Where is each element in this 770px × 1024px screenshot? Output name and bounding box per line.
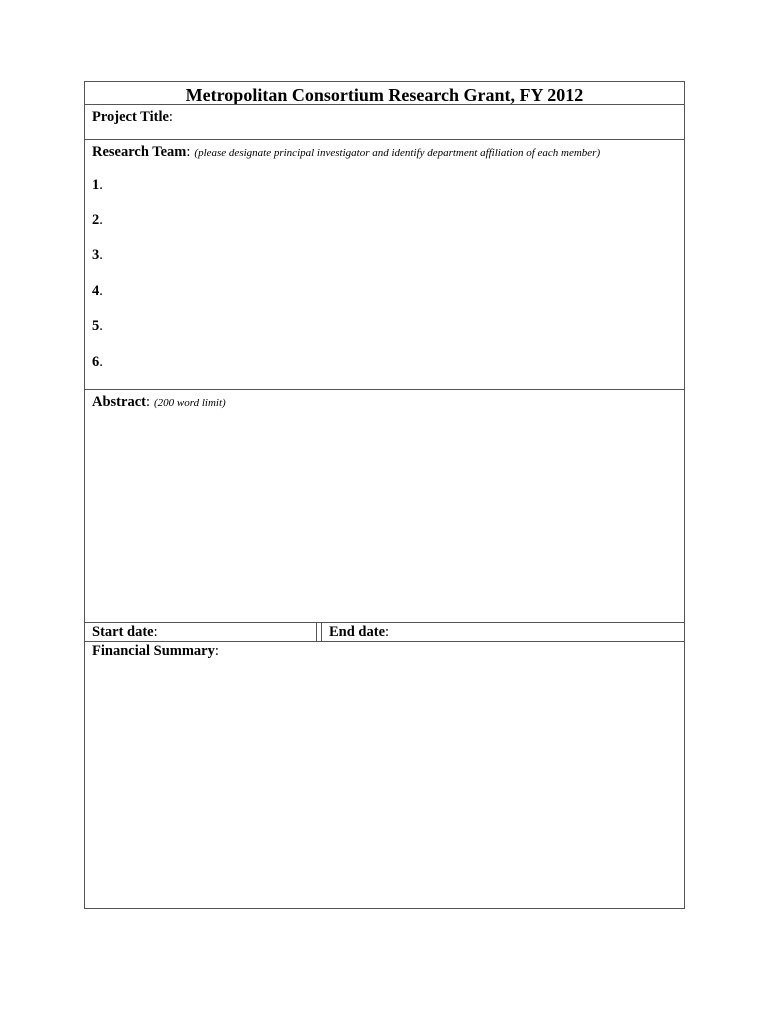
financial-summary-line bbox=[92, 642, 219, 660]
team-member-5[interactable] bbox=[92, 318, 103, 335]
member-dot: . bbox=[99, 247, 103, 263]
abstract-line bbox=[92, 393, 226, 411]
abstract-field[interactable] bbox=[85, 390, 684, 623]
member-number: 6 bbox=[92, 354, 100, 370]
team-member-4[interactable] bbox=[92, 283, 103, 300]
team-member-3[interactable] bbox=[92, 247, 103, 264]
form-title: Metropolitan Consortium Research Grant, FY 2012 bbox=[185, 85, 584, 105]
project-title-label: Project Title bbox=[92, 109, 169, 125]
member-number: 2 bbox=[92, 212, 100, 228]
project-title-field[interactable] bbox=[85, 104, 684, 140]
member-dot: . bbox=[99, 318, 103, 334]
research-team-label: Research Team bbox=[92, 144, 187, 160]
team-member-1[interactable] bbox=[92, 177, 103, 194]
end-date-field[interactable] bbox=[321, 623, 684, 641]
abstract-colon: : bbox=[145, 394, 150, 410]
financial-summary-colon: : bbox=[214, 643, 219, 659]
start-date-label: Start date bbox=[92, 624, 154, 640]
start-date-field[interactable] bbox=[85, 623, 317, 641]
team-member-6[interactable] bbox=[92, 354, 103, 371]
research-team-note: (please designate principal investigator and identify department affiliation of each member) bbox=[194, 147, 601, 159]
project-title-colon: : bbox=[168, 109, 173, 125]
member-dot: . bbox=[99, 177, 103, 193]
member-dot: . bbox=[99, 212, 103, 228]
abstract-note: (200 word limit) bbox=[154, 397, 226, 409]
financial-summary-field[interactable] bbox=[85, 642, 684, 908]
abstract-label: Abstract bbox=[92, 394, 146, 410]
member-number: 1 bbox=[92, 177, 100, 193]
member-number: 4 bbox=[92, 283, 100, 299]
member-number: 5 bbox=[92, 318, 100, 334]
end-date-label: End date bbox=[329, 624, 386, 640]
research-team-colon: : bbox=[186, 144, 191, 160]
member-dot: . bbox=[99, 283, 103, 299]
grant-form bbox=[84, 81, 685, 909]
title-row bbox=[85, 82, 684, 104]
member-dot: . bbox=[99, 354, 103, 370]
financial-summary-label: Financial Summary bbox=[92, 643, 215, 659]
project-title-line bbox=[92, 108, 173, 126]
research-team-line bbox=[92, 143, 600, 161]
start-date-colon: : bbox=[153, 624, 158, 640]
end-date-colon: : bbox=[385, 624, 390, 640]
member-number: 3 bbox=[92, 247, 100, 263]
team-member-2[interactable] bbox=[92, 212, 103, 229]
research-team-field[interactable] bbox=[85, 140, 684, 390]
dates-row bbox=[85, 623, 684, 642]
